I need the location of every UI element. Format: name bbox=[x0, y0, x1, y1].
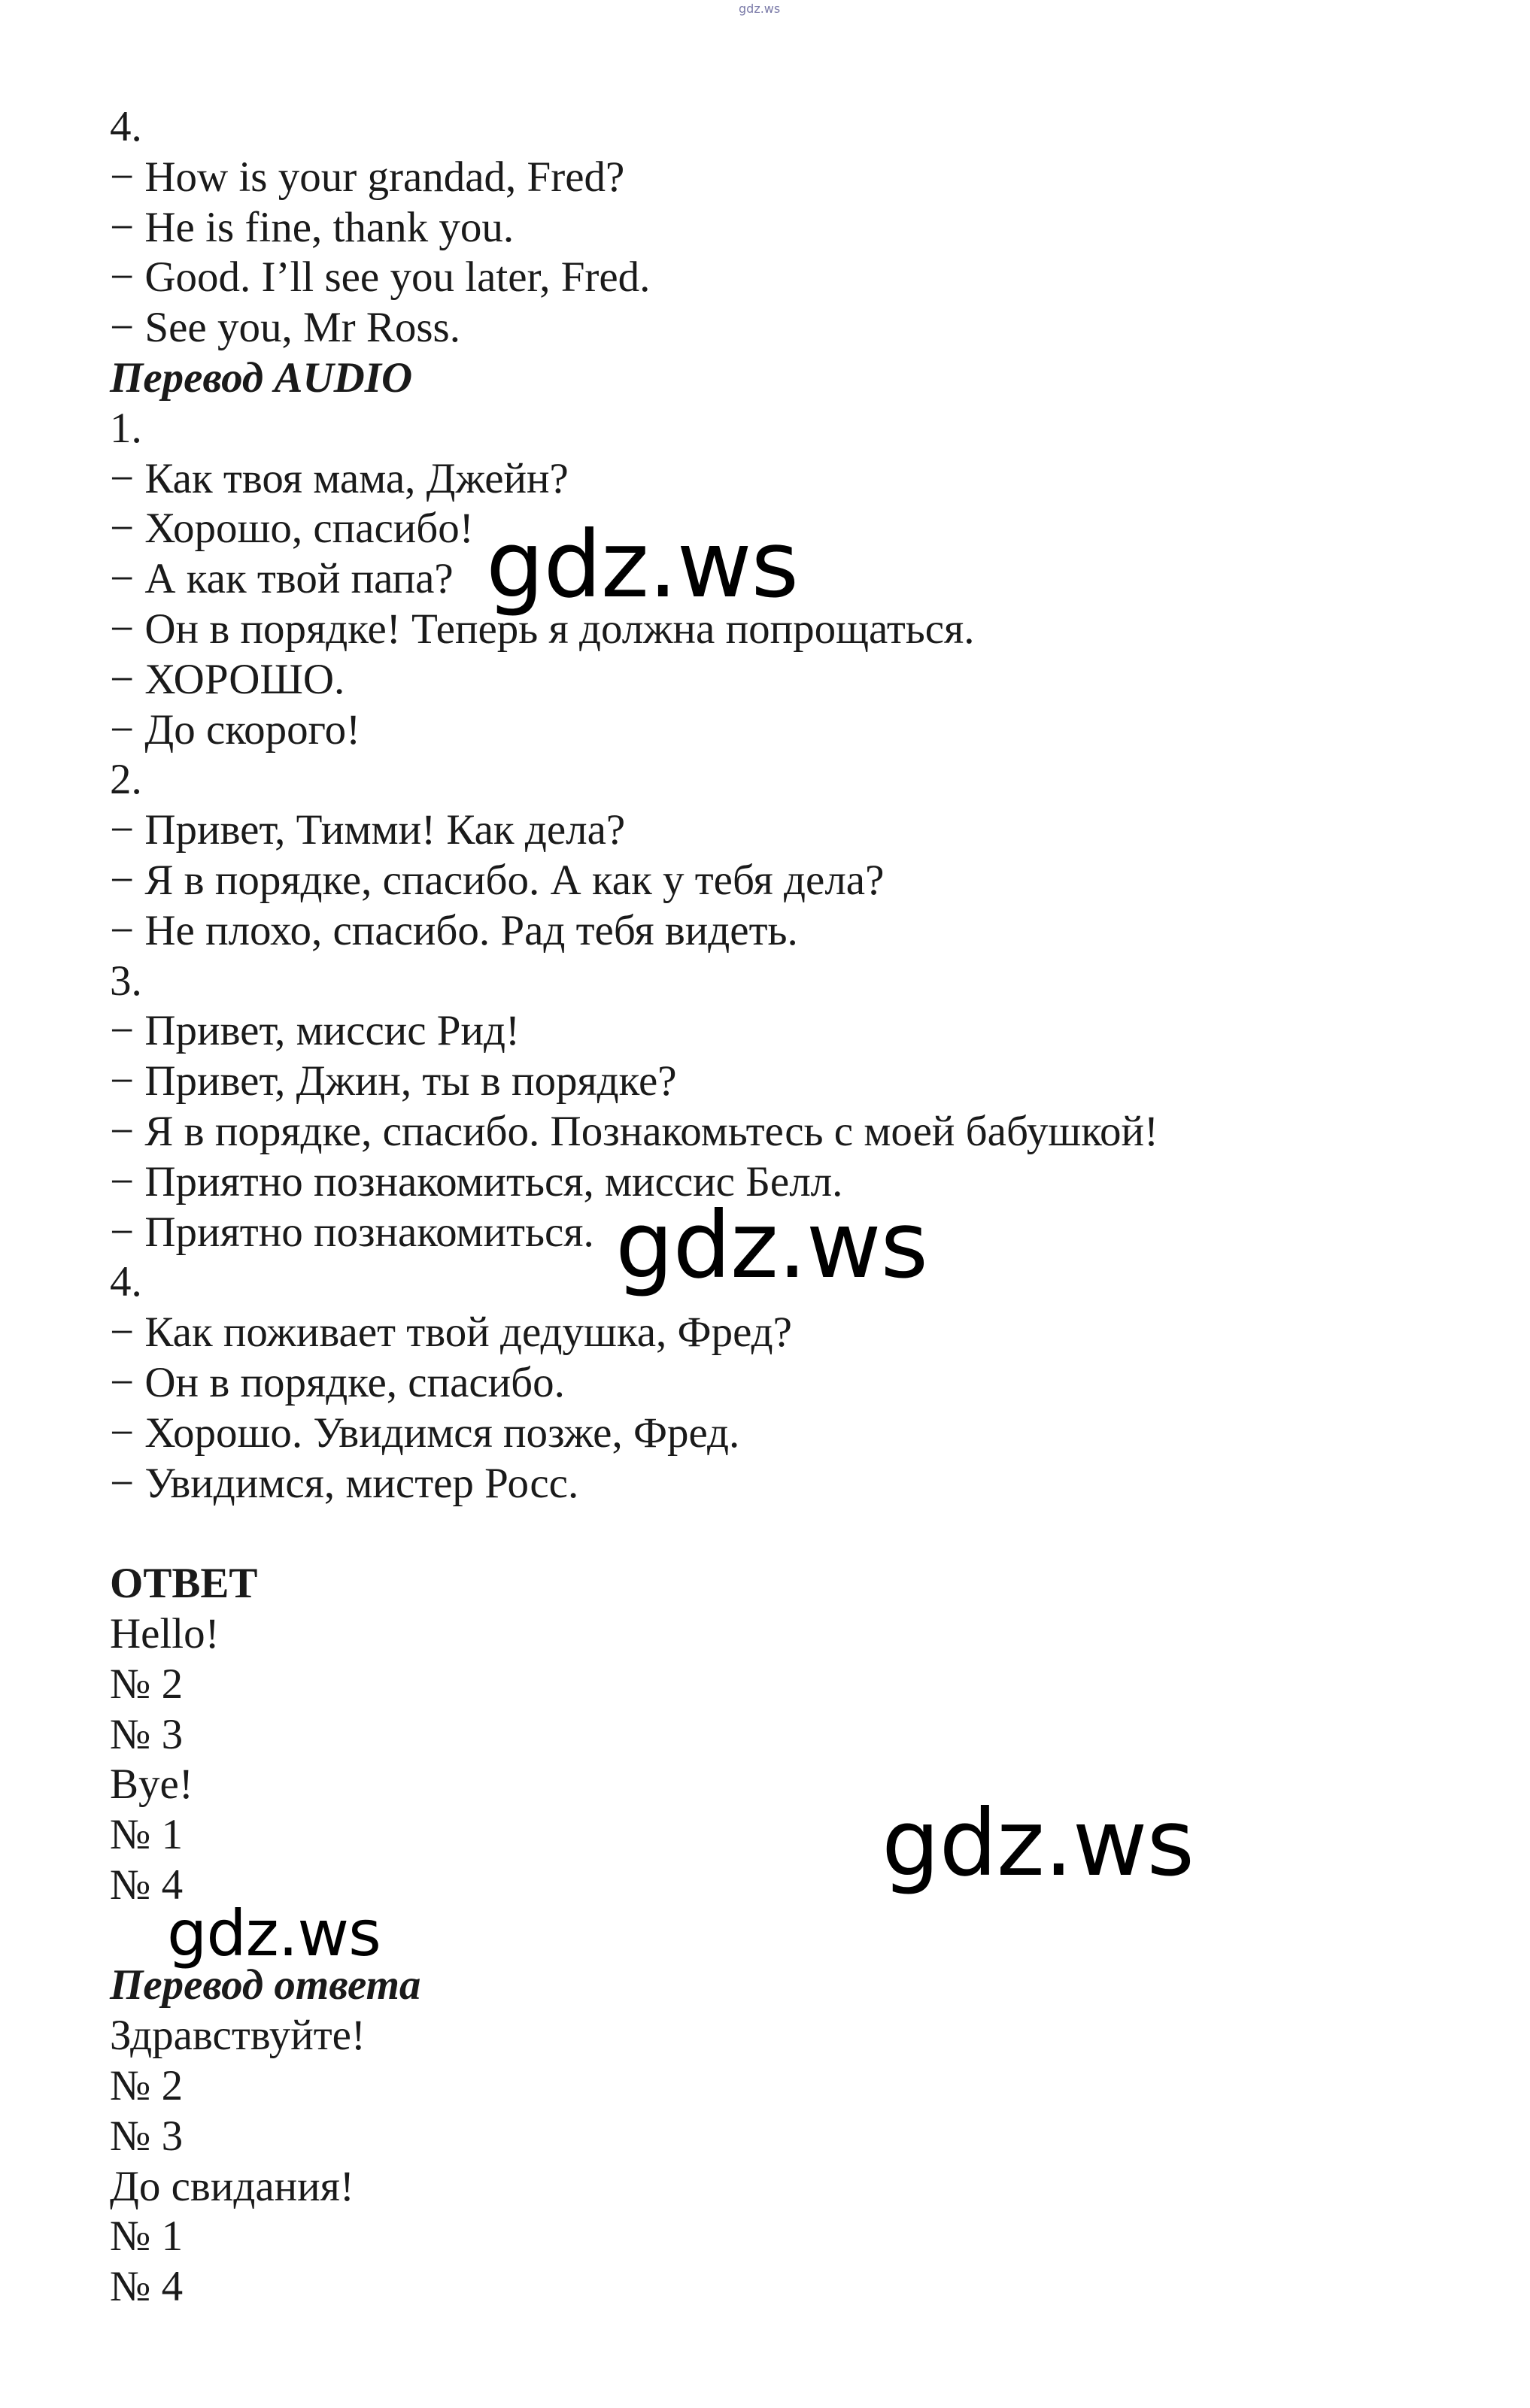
answer-translation-heading: Перевод ответа bbox=[110, 1961, 421, 2009]
answer-line: № 1 bbox=[110, 1811, 184, 1859]
watermark: gdz.ws bbox=[882, 1790, 1195, 1897]
translation-dialogue-2 bbox=[110, 755, 1479, 956]
answer-translation-line: № 1 bbox=[110, 2212, 184, 2261]
answer-translation-line: До свидания! bbox=[110, 2162, 354, 2210]
dialogue-line: − Увидимся, мистер Росс. bbox=[110, 1459, 579, 1507]
answer-translation-line: Здравствуйте! bbox=[110, 2012, 366, 2060]
dialogue-line: − Приятно познакомиться, миссис Белл. bbox=[110, 1157, 843, 1206]
dialogue-number: 1. bbox=[110, 404, 142, 452]
dialogue-line: − Хорошо, спасибо! bbox=[110, 505, 474, 553]
translation-audio-heading: Перевод AUDIO bbox=[110, 353, 413, 402]
answer-line: № 3 bbox=[110, 1710, 184, 1758]
dialogue-line: − Как поживает твой дедушка, Фред? bbox=[110, 1309, 792, 1357]
dialogue-line: − А как твой папа? bbox=[110, 555, 454, 603]
dialogue-number: 4. bbox=[110, 1258, 142, 1306]
dialogue-number: 2. bbox=[110, 756, 142, 804]
answer-translation-line: № 3 bbox=[110, 2112, 184, 2160]
dialogue-line: − See you, Mr Ross. bbox=[110, 304, 460, 352]
answer-translation-section bbox=[110, 1961, 1479, 2312]
english-dialogue-4 bbox=[110, 102, 1479, 353]
watermark: gdz.ws bbox=[486, 511, 799, 618]
dialogue-line: − Приятно познакомиться. bbox=[110, 1208, 594, 1256]
dialogue-line: − Я в порядке, спасибо. Познакомьтесь с моей бабушкой! bbox=[110, 1107, 1158, 1155]
dialogue-number: 4. bbox=[110, 103, 142, 150]
answer-section bbox=[110, 1559, 1479, 1911]
dialogue-line: − Он в порядке! Теперь я должна попрощаться. bbox=[110, 605, 975, 653]
watermark: gdz.ws bbox=[615, 1192, 928, 1299]
answer-translation-line: № 4 bbox=[110, 2263, 184, 2311]
answer-line: № 2 bbox=[110, 1660, 184, 1708]
watermark-top: gdz.ws bbox=[739, 2, 781, 16]
dialogue-line: − Хорошо. Увидимся позже, Фред. bbox=[110, 1409, 740, 1457]
dialogue-line: − Я в порядке, спасибо. А как у тебя дела? bbox=[110, 856, 885, 904]
answer-heading: ОТВЕТ bbox=[110, 1560, 258, 1608]
answer-line: Bye! bbox=[110, 1761, 193, 1809]
answer-translation-line: № 2 bbox=[110, 2062, 184, 2110]
blank-line bbox=[110, 1509, 1479, 1559]
answer-line: № 4 bbox=[110, 1861, 184, 1909]
dialogue-line: − Не плохо, спасибо. Рад тебя видеть. bbox=[110, 906, 798, 954]
dialogue-line: − Привет, Джин, ты в порядке? bbox=[110, 1057, 677, 1105]
watermark: gdz.ws bbox=[167, 1897, 381, 1970]
dialogue-line: − Как твоя мама, Джейн? bbox=[110, 454, 569, 502]
dialogue-number: 3. bbox=[110, 957, 142, 1005]
dialogue-line: − Good. I’ll see you later, Fred. bbox=[110, 253, 651, 302]
dialogue-line: − Привет, миссис Рид! bbox=[110, 1007, 520, 1055]
dialogue-line: − Привет, Тимми! Как дела? bbox=[110, 806, 626, 854]
answer-line: Hello! bbox=[110, 1609, 220, 1657]
dialogue-line: − До скорого! bbox=[110, 705, 361, 754]
dialogue-line: − He is fine, thank you. bbox=[110, 203, 515, 251]
dialogue-line: − How is your grandad, Fred? bbox=[110, 153, 625, 201]
dialogue-line: − Он в порядке, спасибо. bbox=[110, 1358, 565, 1406]
dialogue-line: − ХОРОШО. bbox=[110, 655, 345, 703]
